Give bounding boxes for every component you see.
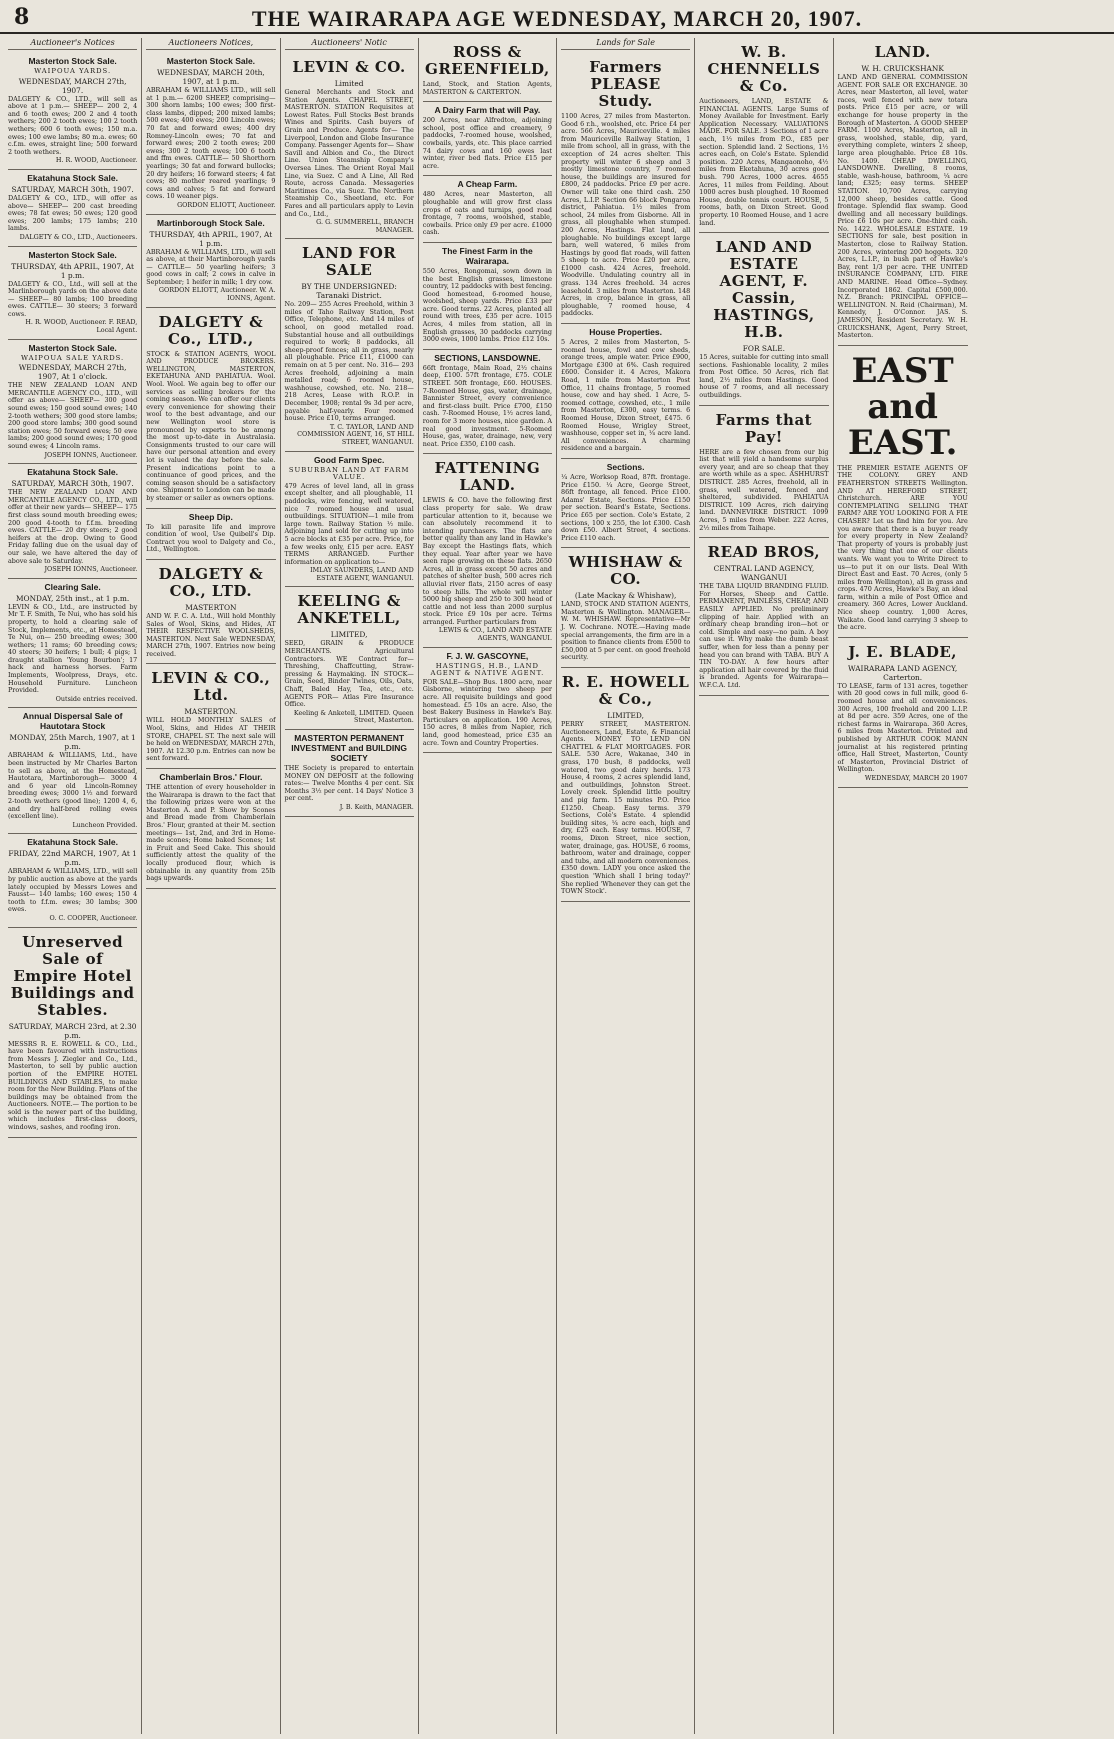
ad-headline: READ BROS,	[707, 543, 821, 562]
advertisement	[146, 560, 275, 665]
column-7	[834, 38, 972, 1734]
ad-body: LAND AND GENERAL COMMISSION AGENT. FOR SALE OR EXCHANGE. 30 Acres, near Masterton, all level, water races, well fenced with new totara posts. Price £15 per acre, or will exchange for house property in the Borough of Masterton. A GOOD SHEEP FARM. 1100 Acres, Masterton, all in grass, woolshed, stable, dip, yard, everything complete, winters 2 sheep, large area ploughable. Price £8 10s. No. 1409. CHEAP DWELLING, LANSDOWNE. Dwelling, 8 rooms, stable, wash-house, bathroom, ¼ acre land; £325; easy terms. SHEEP STATION. 10,700 Acres, carrying 12,000 sheep, besides cattle. Good frontage. Splendid flax swamp. Good dwelling and all necessary buildings. Price £6 10s per acre. One-third cash. No. 1422. WHOLESALE ESTATE. 19 SECTIONS for sale, best position in Masterton, close to Railway Station. 200 Acres, wintering 200 hoggets. 320 Acres, L.I.P., in bush part of Hawke's Bay, rent 1/3 per acre. THE UNITED INSURANCE COMPANY, LTD. FIRE AND MARINE. Head Office—Sydney. Incorporated 1862. Capital £500,000. N.Z. Branch: PRINCIPAL OFFICE—WELLINGTON. N. Reid (Chairman), M. Kennedy, J. O'Connor. JAS. S. JAMESON, Resident Secretary. W. H. CRUICKSHANK, Agent, Perry Street, Masterton.	[837, 73, 968, 340]
ad-signature: G. G. SUMMERELL, BRANCH MANAGER.	[316, 218, 414, 234]
advertisement	[561, 53, 690, 324]
ad-title: Sections.	[606, 461, 645, 472]
advertisement	[285, 730, 414, 817]
ad-subtitle: SUBURBAN LAND AT FARM VALUE.	[288, 465, 410, 482]
ad-body: THE TABA LIQUID BRANDING FLUID. For Horses, Sheep and Cattle. PERMANENT, PAINLESS, CHEAP, AND EASILY APPLIED. No preliminary clipping of hair. Applied with an ordinary cheap branding iron—hot or cold. Simple and easy—no pain. A boy can use it. Why make the dumb beast suffer, when for less than a penny per head you can brand with TABA. BUY A TIN TO-DAY. A few hours after application all hair covered by the fluid is branded. Agents for Wairarapa—W.F.C.A. Ltd.	[699, 582, 829, 689]
ad-date: THURSDAY, 4th APRIL, 1907, At 1 p.m.	[149, 229, 273, 248]
advertisement	[423, 243, 552, 350]
ad-headline: LEVIN & CO., Ltd.	[151, 669, 271, 705]
ad-headline: WHISHAW & CO.	[568, 553, 683, 589]
ad-date: THURSDAY, 4th APRIL, 1907, At 1 p.m.	[11, 261, 134, 280]
ad-body: ABRAHAM & WILLIAMS, Ltd., have been instructed by Mr Charles Barton to sell as above, at the Homestead, Hautotara, Martinborough— 3000 4 and 6 year old Lincoln-Romney breeding ewes; 3000 1½ and forward 2-tooth wethers (good line); 1200 4, 6, and dry half-bred rolling ewes (excellent line).	[8, 751, 138, 821]
ad-title: House Properties.	[589, 327, 662, 338]
ad-signature: J. B. Keith, MANAGER.	[339, 802, 414, 811]
column-3	[281, 38, 419, 1734]
ad-date: MASTERTON	[185, 602, 237, 612]
advertisement	[146, 215, 275, 308]
ad-date: Limited	[334, 79, 364, 88]
ad-body: 66ft frontage, Main Road, 2½ chains deep, £100. 57ft frontage, £75. COLE STREET. 50ft frontage, £60. HOUSES. 7-Roomed House, gas, water, drainage, Bannister Street, every convenience and first-class built. Price £700, £150 cash. 7-Roomed House, 1½ acres land, room for 3 more houses, nice garden. A real good investment. 5-Roomed House, gas, water, drainage, new, very neat. Price £350, £100 cash.	[422, 363, 552, 448]
advertisement	[146, 509, 275, 560]
ad-headline: W. B. CHENNELLS & Co.	[707, 43, 821, 95]
ad-title: Ekatahuna Stock Sale.	[27, 172, 118, 183]
ad-signature: H. R. WOOD, Auctioneer.	[55, 156, 138, 165]
advertisement	[838, 346, 968, 638]
advertisement	[423, 648, 552, 754]
ad-body: DALGETY & CO., LTD., will offer as above— SHEEP— 200 cast breeding ewes; 78 fat ewes; 50 ewes; 120 good ewes; 200 lambs; 175 lambs; 210 lambs.	[8, 193, 138, 233]
ad-date: LIMITED,	[330, 630, 368, 640]
ad-title: SECTIONS, LANSDOWNE.	[434, 352, 541, 363]
ad-headline: DALGETY & Co., LTD.,	[158, 312, 264, 348]
column-header: Auctioneer's Notices	[8, 38, 137, 50]
ad-date: FOR SALE.	[742, 344, 785, 354]
ad-date: MASTERTON.	[184, 707, 238, 717]
ad-date: WAIRARAPA LAND AGENCY, Carterton.	[847, 663, 958, 682]
ad-title: Clearing Sale.	[44, 581, 101, 592]
ad-body: 1100 Acres, 27 miles from Masterton. Good 6 r.h., woolshed, etc. Price £4 per acre. 566 Acres, Mauriceville. 4 miles from Mauriceville Railway Station, 1 mile from school, all in grass, with the exception of 24 acres shelter. This property will winter 6 sheep and 3 mostly limestone country, 7 roomed house, the buildings are insured for £800, 24 paddocks. Price £9 per acre. Owner will take one third cash. 250 Acres, L.I.P. Section 66 block Pongaroa district, Pahiatua. 1½ miles from school, 24 miles from Gisborne. All in grass, all ploughable when stumped. 200 Acres, Hastings. Flat land, all ploughable. No buildings except large barn, well watered, 6 miles from Hastings by good flat roads, will fatten 5 sheep to acre. Price £20 per acre, £1000 cash. 424 Acres, freehold. Woodville. Undulating country all in grass. 134 Acres freehold. 34 acres leasehold. 3 miles from Masterton. 148 Acres, in crop, balance in grass, all ploughable, 7 roomed house, 4 paddocks.	[561, 112, 691, 318]
ad-date: WEDNESDAY, MARCH 20th, 1907, at 1 p.m.	[156, 68, 265, 86]
ad-date: SATURDAY, MARCH 30th, 1907.	[11, 184, 134, 194]
advertisement	[699, 406, 828, 539]
ad-date: W. H. CRUICKSHANK	[861, 64, 944, 73]
ad-headline: Farms that Pay!	[715, 410, 813, 446]
advertisement	[561, 548, 690, 668]
advertisement	[146, 53, 275, 215]
advertisement	[423, 38, 552, 102]
column-4	[419, 38, 557, 1734]
advertisement	[8, 834, 137, 927]
ad-title: Sheep Dip.	[188, 511, 233, 522]
column-2	[142, 38, 280, 1734]
ad-body: LAND, STOCK AND STATION AGENTS, Masterton & Wellington. MANAGER—W. M. WHISHAW. Representative—Mr J. W. Cochrane. NOTE.—Having made special arrangements, the firm are in a position to finance clients from £500 to £50,000 at 5 per cent. on good freehold security.	[561, 600, 691, 662]
ad-subtitle: WAIPOUA YARDS.	[34, 67, 112, 75]
ad-body: To kill parasite life and improve condition of wool, Use Quibell's Dip. Contract you wool to Dalgety and Co., Ltd., Wellington.	[146, 522, 276, 554]
newspaper-columns	[4, 38, 1110, 1734]
ad-headline: LAND AND ESTATE AGENT, F. Cassin, HASTINGS, H.B.	[713, 238, 815, 342]
advertisement	[8, 340, 137, 465]
ad-signature: Outside entries received.	[55, 694, 138, 703]
ad-title: Chamberlain Bros.' Flour.	[159, 772, 263, 783]
ad-body: FOR SALE—Shop Bus. 1800 acre, near Gisborne, wintering two sheep per acre. All requisite buildings and good homestead. £5 10s an acre. Also, the best Bakery Business in Hawke's Bay. Particulars on application. 190 Acres, 150 acres, 8 miles from Napier, rich land, good homestead, price £35 an acre. Town and Country Properties.	[422, 677, 552, 747]
ad-body: 15 Acres, suitable for cutting into small sections. Fashionable locality, 2 miles from Post Office. 50 Acres, rich flat land, 2½ miles from Hastings. Good house of 7 rooms, and all necessary outbuildings.	[699, 353, 829, 400]
ad-body: THE attention of every householder in the Wairarapa is drawn to the fact that the following prizes were won at the Masterton A. and P. Show by Scones and Bread made from Chamberlain Bros.' Flour, granted at their M. section meetings— 1st, 2nd, and 3rd in Home-made scones; Home baked Scones; 1st in Fruit and Seed Cake. This should sufficiently attest the quality of the locally produced flour, which is obtainable in any quantity from 25lb bags upwards.	[146, 783, 276, 883]
advertisement	[8, 170, 137, 247]
advertisement	[838, 38, 968, 346]
ad-body: THE PREMIER ESTATE AGENTS OF THE COLONY. GREY AND FEATHERSTON STREETS Wellington. AND AT HEREFORD STREET, Christchurch. ARE YOU CONTEMPLATING SELLING THAT FARM? ARE YOU LOOKING FOR A FIE CHASER? Let us find him for you. Are you aware that there is a buyer ready for every property in New Zealand? That property of yours is probably just the very thing that one of our clients wants. We want you to Write Direct to us—to put it on our lists. Deal With Direct East and East. 70 Acres, (only 5 miles from Wellington), all in grass and crops. 470 Acres, Hawke's Bay, an ideal farm, within a mile of Post Office and creamery. 360 Acres, Lower Auckland. Nice sheep country. 1,000 Acres, Waikato. Good land carrying 3 sheep to the acre.	[837, 463, 968, 632]
ad-date: MONDAY, 25th inst., at 1 p.m.	[15, 593, 130, 603]
ad-body: SEED, GRAIN & PRODUCE MERCHANTS. Agricultural Contractors. WE Contract for— Threshing, Chaffcutting, Straw-pressing & Haymaking. IN STOCK— Grain, Seed, Binder Twines, Oils, Oats, Chaff, Baled Hay, Tea, etc., etc. AGENTS FOR— Atlas Fire Insurance Office.	[284, 639, 414, 709]
ad-title: The Finest Farm in the Wairarapa.	[442, 245, 533, 266]
ad-headline: J. E. BLADE,	[848, 642, 958, 661]
ad-headline: Farmers PLEASE Study.	[589, 58, 662, 110]
ad-body: ABRAHAM & WILLIAMS, LTD., will sell by public auction as above at the yards lately occupied by Messrs Lowes and Fausst— 140 lambs; 160 ewes; 150 4 tooth to f.f.m. ewes; 30 lambs; 300 ewes.	[8, 867, 138, 914]
ad-body: THE NEW ZEALAND LOAN AND MERCANTILE AGENCY CO., LTD., will offer at their new yards— SHEEP— 175 first class sound mouth breeding ewes; 200 good 4-tooth to f.f.m. breeding ewes. CATTLE— 20 dry steers; 2 good heifers at the drop. Owing to Good Friday falling due on the usual day of our sale, we have altered the day of above sale to Saturday.	[8, 488, 138, 565]
ad-signature: JOSEPH IONNS, Auctioneer.	[44, 450, 138, 459]
ad-body: 479 Acres of level land, all in grass except shelter, and all ploughable, 11 paddocks, wire fencing, well watered, nice 7 roomed house and usual outbuildings. SITUATION—1 mile from large town. Railway Station ½ mile. Adjoining land sold for cutting up into 5 acre blocks at £35 per acre. Price, for a few weeks only, £15 per acre. EASY TERMS ARRANGED. Further information on application to—	[284, 481, 414, 566]
ad-date: WEDNESDAY, MARCH 27th, 1907.	[18, 76, 127, 95]
ad-body: PERRY STREET, MASTERTON. Auctioneers, Land, Estate, & Financial Agents. MONEY TO LEND ON CHATTEL & FLAT MORTGAGES. FOR SALE. 530 Acre, Wakanae, 340 in grass, 170 bush, 8 paddocks, well watered, two good dairy herds. 173 House, 4 rooms, 2 acres splendid land, and outbuildings, Johnston Street. Lovely creek. Splendid little poultry and pig farm. 15 minutes P.O. Price £1250. Cheap. Easy terms. 379 Sections, Cole's Estate. 4 splendid building sites, ¼ acre each, high and dry, £25 each. Easy terms. HOUSE, 7 rooms, Dixon Street, nice section, water, drainage, gas. HOUSE, 6 rooms, bathroom, water and drainage, copper and tubs, and all modern conveniences. £350 down. LADY you once asked the question 'Which shall I bring today?' She replied 'Whenever they can get the TOWN Stock'.	[561, 720, 691, 896]
ad-date: MONDAY, 25th March, 1907, at 1 p.m.	[9, 733, 136, 752]
ad-title: Masterton Stock Sale.	[28, 342, 117, 353]
ad-date: WEDNESDAY, MARCH 27th, 1907, At 1 o'clock.	[18, 363, 127, 382]
ad-signature: O. C. COOPER, Auctioneer.	[49, 913, 138, 922]
column-6	[695, 38, 833, 1734]
ad-date: CENTRAL LAND AGENCY, WANGANUI	[713, 564, 815, 583]
ad-body: ¼ Acre, Worksop Road, 87ft. frontage. Price £150. ¼ Acre, George Street, 86ft frontage, all fenced. Price £100. Adams' Estate, Sections. Price £150 per section. Beard's Estate, Sections. Price £65 per section. Cole's Estate, 2 sections, 100 x 255, the lot £300. Cash down £50. Albert Street, 4 sections. Price £110 each.	[561, 472, 691, 542]
ad-date: SATURDAY, MARCH 30th, 1907.	[11, 479, 134, 489]
ad-body: AND W. F. C. A. Ltd., Will hold Monthly Sales of Wool, Skins, and Hides, AT THEIR RESPECTIVE WOOLSHEDS, MASTERTON. Next Sale WEDNESDAY, MARCH 27th, 1907. Entries now being received.	[146, 611, 276, 658]
ad-body: ABRAHAM & WILLIAMS, LTD., will sell as above, at their Martinborough yards— CATTLE— 50 yearling heifers; 3 good cows in calf; 2 cows in calve in September; 1 heifer in milk; 1 dry cow.	[146, 247, 276, 286]
advertisement	[285, 587, 414, 730]
advertisement	[699, 538, 828, 695]
advertisement	[699, 233, 828, 406]
advertisement	[561, 324, 690, 459]
ad-title: A Cheap Farm.	[457, 179, 518, 190]
ad-signature: JOSEPH IONNS, Auctioneer.	[44, 565, 138, 574]
advertisement	[423, 176, 552, 243]
advertisement	[423, 350, 552, 455]
ad-headline: DALGETY & CO., LTD.	[158, 564, 264, 600]
ad-signature: DALGETY & CO., LTD., Auctioneers.	[19, 232, 138, 241]
ad-title: Good Farm Spec.	[313, 454, 385, 465]
advertisement	[146, 664, 275, 769]
ad-body: LEVIN & CO., Ltd., are instructed by Mr T. F. Smith, Te Nui, who has sold his property, to hold a clearing sale of Stock, Implements, etc., at Homestead, Te Nui, on— 250 breeding ewes; 300 wethers; 11 rams; 60 breeding cows; 40 steers; 30 heifers; 1 bull; 4 pigs; 1 draught stallion 'Young Bourbon'; 17 hack and harness horses. Farm Implements, Woolpress, Drays, etc. Household Furniture. Luncheon Provided.	[8, 602, 138, 695]
ad-headline: LAND.	[874, 43, 931, 61]
ad-body: 550 Acres, Rongomai, sown down in the best English grasses, limestone country, 12 paddocks with best fencing. Good homestead, 6-roomed house, woolshed, sheep yards. Price £33 per acre. Good terms. 22 Acres, planted all round with trees, £35 per acre. 1015 Acres, 4 miles from station, all in English grasses, 30 paddocks carrying 3000 ewes, 1000 lambs. Price £12 10s.	[422, 266, 552, 344]
ad-body: 200 Acres, near Alfredton, adjoining school, post office and creamery, 9 paddocks, 7-roomed house, woolshed, cowbails, yards, etc. This place carried 74 dairy cows and 160 ewes last winter, river bed flats. Price £15 per acre.	[422, 116, 552, 170]
ad-subtitle: HASTINGS, H.B., LAND AGENT & NATIVE AGENT.	[430, 661, 545, 678]
column-1	[4, 38, 142, 1734]
advertisement	[8, 464, 137, 579]
ad-title: Ekatahuna Stock Sale.	[27, 837, 118, 848]
ad-body: THE NEW ZEALAND LOAN AND MERCANTILE AGENCY CO., LTD., will offer as above— SHEEP— 300 good sound ewes; 150 good sound ewes; 140 2-tooth wethers; 300 good store lambs; 200 good store lambs; 300 good sound station ewes; 50 forward ewes; 50 ewe lambs; 200 good sound ewes; 170 good sound ewes; 4 Lincoln rams.	[8, 381, 138, 450]
ad-signature: Luncheon Provided.	[72, 820, 138, 829]
advertisement	[699, 38, 828, 233]
ad-body: WILL HOLD MONTHLY SALES of Wool, Skins, and Hides AT THEIR STORE, CHAPEL ST. The next sale will be held on WEDNESDAY, MARCH 27th, 1907. At 12.30 p.m. Entries can now be sent forward.	[146, 716, 276, 763]
ad-body: Land, Stock, and Station Agents, MASTERTON & CARTERTON.	[422, 80, 552, 96]
ad-headline: Unreserved Sale of Empire Hotel Buildings and Stables.	[10, 932, 135, 1019]
ad-date: FRIDAY, 22nd MARCH, 1907, At 1 p.m.	[8, 849, 137, 868]
ad-headline: ROSS & GREENFIELD,	[425, 43, 550, 78]
advertisement	[838, 638, 968, 788]
ad-title: Annual Dispersal Sale of Hautotara Stock	[22, 711, 123, 732]
ad-title: F. J. W. GASCOYNE,	[446, 650, 529, 661]
column-header: Auctioneers Notices,	[146, 38, 275, 50]
advertisement	[8, 53, 137, 170]
ad-title: Martinborough Stock Sale.	[157, 217, 265, 228]
ad-headline: KEELING & ANKETELL,	[297, 592, 401, 628]
ad-body: No. 209— 255 Acres Freehold, within 3 miles of Taho Railway Station, Post Office, Telephone, etc. And 14 miles of school, on good metalled road. Substantial house and all outbuildings required to work; 8 paddocks, all sheep-proof fences; all in grass, nearly all ploughable. Price £11, £1000 can remain on at 5 per cent. No. 316— 293 Acres freehold, adjoining a main metalled road; 6 roomed house, washhouse, cowshed, etc. No. 218— 218 Acres, Lease with R.O.P. in December, 1908; rental 9s 3d per acre, payable half-yearly. Four roomed house. Price £10, terms arranged.	[284, 300, 414, 423]
ad-date: LIMITED,	[607, 711, 644, 721]
ad-date: SATURDAY, MARCH 23rd, at 2.30 p.m.	[8, 1021, 137, 1040]
advertisement	[285, 452, 414, 588]
ad-title: A Dairy Farm that will Pay.	[434, 105, 541, 116]
ad-signature: WEDNESDAY, MARCH 20 1907	[864, 773, 968, 782]
advertisement	[561, 668, 690, 902]
ad-body: ABRAHAM & WILLIAMS LTD., will sell at 1 p.m.— 6200 SHEEP, comprising— 300 shorn lambs; 100 ewes; 300 first-class lambs, dipped; 200 mixed lambs; 500 ewes; 400 ewes; 200 Lincoln ewes; 70 fat and forward ewes; 400 dry Romney-Lincoln ewes; 70 fat and forward ewes; 200 2 tooth ewes; 200 ewes; 300 2 tooth ewes; 100 6 tooth and ffm ewes. CATTLE— 50 Shorthorn yearlings; 30 fat and forward bullocks; 20 dry heifers; 16 forward steers; 4 fat cows; 80 mother reared yearlings; 9 cows and calves; 5 fat and forward cows. 10 weaner pigs.	[146, 86, 276, 201]
ad-body: 5 Acres, 2 miles from Masterton, 5-roomed house, fowl and cow sheds, orange trees, ample water. Price £900, Mortgage £300 at 6%. Cash required £600. Consider it. 4 Acres, Makora Road, 1 mile from Masterton Post Office, 11 chains frontage, 5 roomed house, cow and hay shed. 1 Acre, 5-roomed cottage, cowshed, etc., 1 mile from Masterton, £300, easy terms. 6 Roomed House, Dixon Street, £475. 6 Roomed House, Wrigley Street, washhouse, copper set in, ¼ acre land. All conveniences. A charming residence and a bargain.	[561, 338, 691, 453]
ad-signature: LEWIS & CO., LAND AND ESTATE AGENTS, WANGANUI.	[438, 626, 552, 643]
ad-subtitle: WAIPOUA SALE YARDS.	[21, 353, 125, 362]
ad-date: (Late Mackay & Whishaw),	[574, 591, 677, 601]
advertisement	[146, 308, 275, 509]
ad-signature: Keeling & Anketell, LIMITED. Queen Street, Masterton.	[293, 708, 414, 725]
ad-signature: T. C. TAYLOR, LAND AND COMMISSION AGENT, 16, ST HILL STREET, WANGANUI.	[297, 422, 414, 446]
ad-headline-large: EAST and EAST.	[847, 350, 958, 463]
ad-headline: FATTENING LAND.	[434, 459, 541, 495]
masthead	[0, 0, 1114, 34]
advertisement	[423, 102, 552, 176]
advertisement	[8, 708, 137, 834]
ad-body: 480 Acres, near Masterton, all ploughable and will grow first class crops of oats and turnips, good road frontage, 7 rooms, woolshed, stable, cowbails. Price only £9 per acre. £1000 cash.	[422, 190, 552, 237]
ad-title: Masterton Stock Sale.	[28, 249, 117, 260]
advertisement	[8, 579, 137, 709]
ad-body: THE Society is prepared to entertain MONEY ON DEPOSIT at the following rates:— Twelve Months 4 per cent. Six Months 3½ per cent. 14 Days' Notice 3 per cent.	[284, 764, 414, 803]
ad-title: Masterton Stock Sale.	[166, 56, 256, 66]
ad-body: DALGETY & CO., Ltd., will sell at the Marlinborough yards on the above date— SHEEP— 80 lambs; 100 breeding ewes. CATTLE— 30 steers; 3 forward cows.	[8, 279, 138, 318]
ad-body: LEWIS & CO. have the following first class property for sale. We draw particular attention to it, because we can absolutely recommend it to intending purchasers. The flats are better quality than any land in Hawke's Bay except the Hastings flats, which they equal. Year after year we have seen rape growing on these flats. 2650 Acres, all in grass except 50 acres and patches of shelter bush, 500 acres rich alluvial river flats, 2150 acres of easy to steep hills. The whole will winter 5000 big sheep and 250 to 300 head of cattle and not less than 2000 surplus stock. Price £9 10s per acre. Terms arranged. Further particulars from	[422, 496, 552, 626]
newspaper-title: THE WAIRARAPA AGE WEDNESDAY, MARCH 20, 1907.	[251, 6, 863, 31]
ad-headline: R. E. HOWELL & Co.,	[561, 673, 690, 709]
ad-body: DALGETY & CO., LTD., will sell as above at 1 p.m.— SHEEP— 200 2, 4 and 6 tooth ewes; 200 2 and 4 tooth wethers; 200 2 tooth ewes; 100 2 tooth wethers; 600 6 tooth ewes; 150 m.a. ewes; 100 ewe lambs; 80 m.a. ewes; 60 c.f.m. ewes, straight line; 500 forward 2 tooth wethers.	[8, 94, 138, 156]
ad-title: MASTERTON PERMANENT INVESTMENT and BUILDING SOCIETY	[291, 733, 407, 763]
page-number: 8	[14, 4, 30, 30]
ad-body: TO LEASE, farm of 131 acres, together with 20 good cows in full milk, good 6-roomed house and all conveniences. 300 Acres, 100 freehold and 200 L.I.P. at 8d per acre. 359 Acres, one of the richest farms in Wairarapa. 360 Acres, 6 miles from Masterton. Printed and published by ARTHUR COOK MANN journalist at his registered printing office, Hall Street, Masterton, County of Masterton, Provincial District of Wellington.	[837, 681, 968, 774]
ad-body: General Merchants and Stock and Station Agents. CHAPEL STREET, MASTERTON. STATION Requisites at Lowest Rates. Full Stocks Best brands Wines and Spirits. Cash buyers of Grain and Produce. Agents for— The Liverpool, London and Globe Insurance Company. Passenger Agents for— Shaw Savill and Albion and Co., the Direct Line. Union Steamship Company's Oversea Lines. The Orient Royal Mail Line, via Suez. C and A Line, All Red Route, across Canada. Messageries Maritimes Co., via Suez. The Northern Steamship Co., Sheetland, etc. For Fares and all particulars apply to Levin and Co., Ltd.,	[284, 88, 414, 218]
advertisement	[285, 239, 414, 451]
ad-headline: LAND FOR SALE	[301, 244, 397, 280]
ad-body: MESSRS R. E. ROWELL & CO., Ltd., have been favoured with instructions from Messrs J. Ziegler and Co., Ltd., Masterton, to sell by public auction portion of the EMPIRE HOTEL BUILDINGS AND STABLES, to make room for the New Building. Plans of the buildings may be obtained from the Auctioneers. NOTE.— The portion to be sold is the newer part of the building, which includes first-class doors, windows, sashes, and roofing iron.	[8, 1039, 138, 1132]
advertisement	[561, 459, 690, 548]
column-header: Auctioneers' Notic	[285, 38, 414, 50]
ad-signature: H. R. WOOD, Auctioneer. F. READ, Local Agent.	[25, 318, 138, 335]
advertisement	[8, 247, 137, 340]
ad-title: Masterton Stock Sale.	[28, 56, 117, 66]
ad-body: STOCK & STATION AGENTS, WOOL AND PRODUCE BROKERS. WELLINGTON, MASTERTON, EKETAHUNA AND PAHIATUA. Wool. Wool. Wool. We again beg to offer our services as selling brokers for the coming season. We can offer our clients every convenience for showing their wool to the best advantage, and our new Wellington wool store is pronounced by experts to be among the most up-to-date in Australasia. Consignments trusted to our care will have our personal attention and every lot is valued the day before the sale. Present indications point to a continuance of good prices, and the coming season should be a satisfactory one. Shipment to London can be made by steamer or sailer as owners options.	[146, 349, 276, 502]
ad-title: Ekatahuna Stock Sale.	[27, 467, 118, 478]
ad-body: Auctioneers, LAND, ESTATE & FINANCIAL AGENTS. Large Sums of Money Available for Investment. Early Application Necessary. VALUATIONS MADE. FOR SALE. 3 Sections of 1 acre each, 1½ miles from P.O., £85 per section. Splendid land. 2 Sections, 1½ acres each, on Cole's Estate. Splendid position. 220 Acres, Mangaonoho, 4½ miles from Eketahuna, 30 acres good bush. 790 Acres, 1000 acres. 4655 Acres, 11 miles from Feilding. About 1000 acres bush ploughed. 10 Roomed House, double tennis court. HOUSE, 5 rooms, bath, on Dixon Street. Good property. 10 Roomed House, and 1 acre land.	[699, 97, 829, 227]
advertisement	[285, 53, 414, 239]
advertisement	[8, 928, 137, 1138]
ad-body: HERE are a few chosen from our big list that will yield a handsome surplus every year, and are so cheap that they are worth while as a spec. ASHHURST DISTRICT. 285 Acres, freehold, all in grass, well watered, fenced and sheltered, subdivided. PAHIATUA DISTRICT. 109 Acres, rich dairying land. DANNEVIRKE DISTRICT. 1099 Acres, 5 miles from Weber. 222 Acres, 2½ miles from Taihape.	[699, 447, 829, 532]
advertisement	[146, 769, 275, 889]
ad-signature: IMLAY SAUNDERS, LAND AND ESTATE AGENT, WANGANUI.	[310, 566, 414, 582]
advertisement	[423, 454, 552, 647]
column-5	[557, 38, 695, 1734]
column-header: Lands for Sale	[561, 38, 690, 50]
ad-signature: GORDON ELIOTT, Auctioneer.	[177, 200, 276, 209]
ad-date: BY THE UNDERSIGNED: Taranaki District.	[301, 282, 397, 301]
ad-headline: LEVIN & CO.	[292, 58, 406, 76]
ad-signature: GORDON ELIOTT, Auctioneer. W. A. IONNS, Agent.	[158, 286, 276, 303]
